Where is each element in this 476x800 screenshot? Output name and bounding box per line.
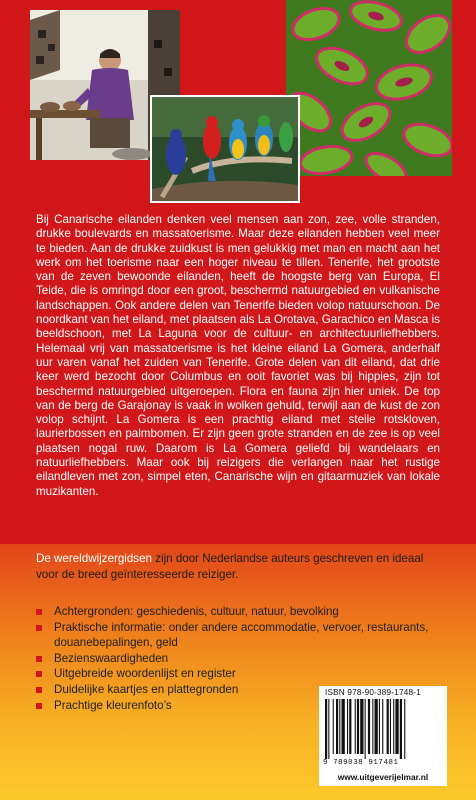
bullet-square-icon (36, 687, 42, 693)
bullet-square-icon (36, 703, 42, 709)
barcode-digits: 9 789038 917481 (323, 759, 399, 767)
bullet-square-icon (36, 671, 42, 677)
feature-item: Bezienswaardigheden (36, 651, 446, 667)
photo-coleus-leaves (286, 0, 452, 176)
feature-item: Prachtige kleurenfoto’s (36, 698, 446, 714)
bullet-square-icon (36, 609, 42, 615)
series-brand-name: De wereldwijzergidsen (36, 552, 152, 565)
publisher-website: www.uitgeverijelmar.nl (337, 772, 429, 782)
series-intro (36, 551, 440, 583)
series-intro-text: zijn door Nederlandse auteurs geschreven en ideaal voor de breed geïnteresseerde reiziger. (36, 552, 424, 581)
feature-item: Uitgebreide woordenlijst en register (36, 666, 446, 682)
bullet-square-icon (36, 625, 42, 631)
barcode-icon (323, 699, 443, 759)
bullet-square-icon (36, 656, 42, 662)
feature-item: Duidelijke kaartjes en plattegronden (36, 682, 446, 698)
photo-parrots (152, 97, 298, 201)
isbn-label: ISBN 978-90-389-1748-1 (325, 688, 421, 697)
feature-item: Praktische informatie: onder andere accommodatie, vervoer, restaurants, douanebepalingen, geld (36, 620, 446, 651)
feature-item: Achtergronden: geschiedenis, cultuur, natuur, bevolking (36, 604, 446, 620)
back-cover-blurb: Bij Canarische eilanden denken veel mensen aan zon, zee, volle stranden, drukke boulevards en massatoerisme. Maar deze eilanden hebben veel meer te bieden. Aan de drukke zuidkust is men gelukkig met man en macht aan het werk om het toerisme naar een hoger niveau te tillen. Tenerife, het grootste van de zeven bewoonde eilanden, heeft de hoogste berg van Europa, El Teide, die is omringd door een groot, beschermd natuurgebied en vulkanische landschappen. Ook andere delen van Tenerife bieden volop natuurschoon. De noordkant van het eiland, met plaatsen als La Orotava, Garachico en Masca is beeldschoon, met La Laguna voor de cultuur- en architectuurliefhebbers. Helemaal vrij van massatoerisme is het kleine eiland La Gomera, anderhalf uur varen vanaf het zuiden van Tenerife. Grote delen van dit eiland, dat drie keer werd bezocht door Columbus en ooit favoriet was bij hippies, zijn tot beschermd natuurgebied uitgeroepen. Flora en fauna zijn hier uniek. De top van de berg de Garajonay is vaak in wolken gehuld, terwijl aan de kust de zon volop schijnt. La Gomera is een prachtig eiland met steile rotskloven, laurierbossen en palmbomen. Er zijn geen grote stranden en de zee is op veel plaatsen nogal ruw. Daarom is La Gomera geliefd bij wandelaars en natuurliefhebbers. Maar ook bij reizigers die verlangen naar het rustige eilandleven met zon, simpel eten, Canarische wijn en gitaarmuziek van lokale muzikanten. (36, 213, 440, 498)
barcode-box (319, 686, 447, 786)
